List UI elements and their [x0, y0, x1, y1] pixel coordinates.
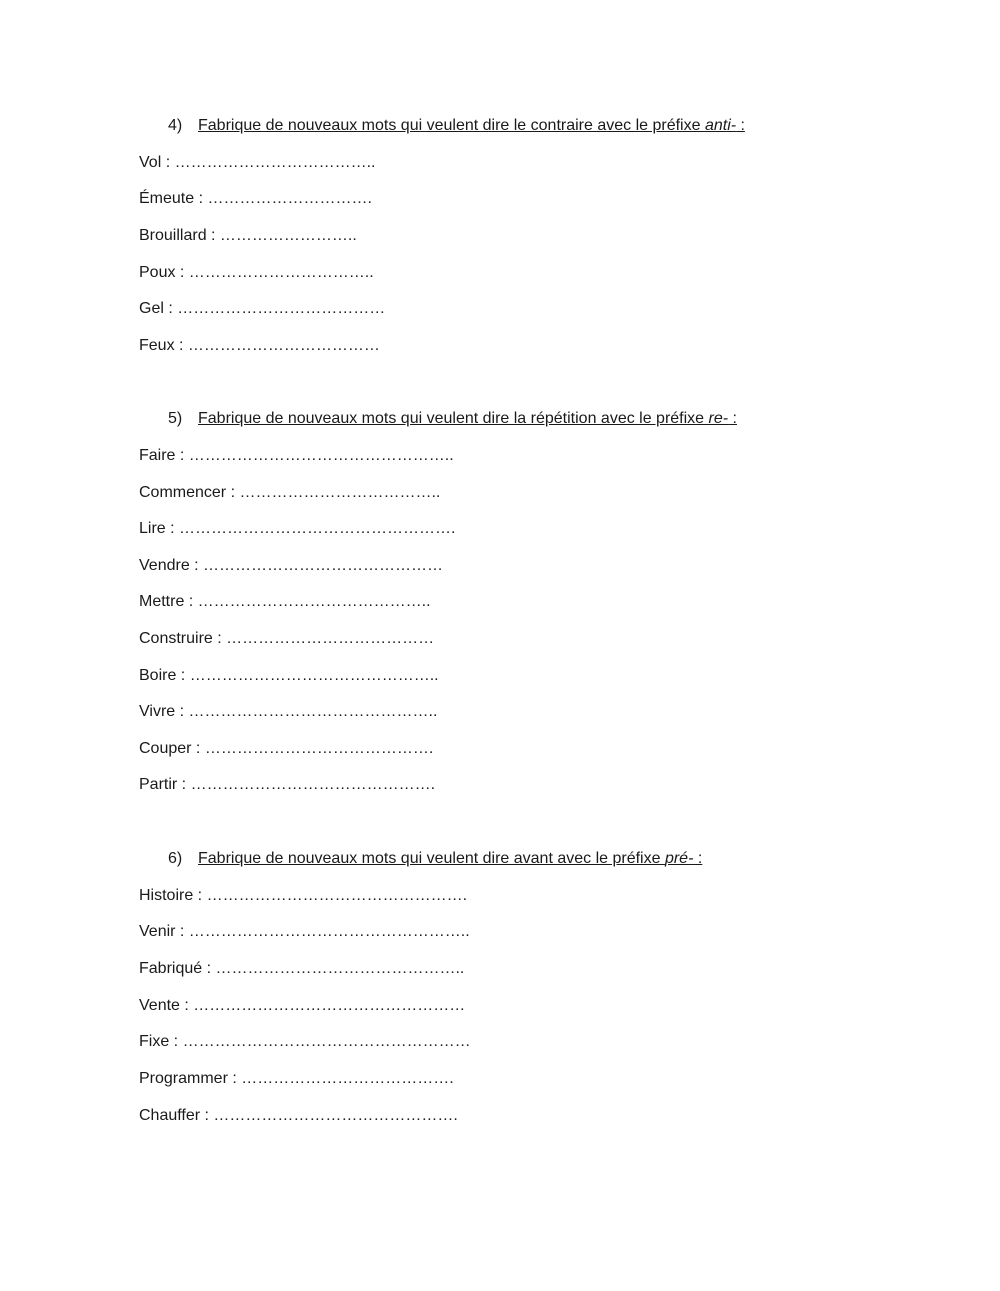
exercise-line: Feux : ……………………………… [139, 337, 380, 354]
exercise-line: Vivre : ……………………………………….. [139, 703, 438, 720]
exercise-line: Brouillard : …………………….. [139, 227, 357, 244]
prefix: pré- [664, 850, 694, 867]
section-number: 6) [168, 850, 183, 867]
section-instruction: Fabrique de nouveaux mots qui veulent dire le contraire avec le préfixe anti- : [198, 117, 745, 134]
exercise-line: Commencer : ……………………………….. [139, 484, 441, 501]
exercise-line: Fixe : ……………………………………………… [139, 1033, 471, 1050]
exercise-line: Couper : ……………………………………. [139, 740, 434, 757]
exercise-line: Venir : …………………………………………….. [139, 923, 470, 940]
exercise-line: Fabriqué : ……………………………………….. [139, 960, 465, 977]
exercise-line: Faire : ………………………………………….. [139, 447, 454, 464]
section-6-heading [168, 850, 702, 868]
exercise-line: Partir : ………………………………………. [139, 776, 436, 793]
prefix: anti- [704, 117, 737, 134]
exercise-line: Poux : …………………………….. [139, 264, 374, 281]
exercise-line: Vol : ……………………………….. [139, 154, 376, 171]
section-number: 4) [168, 117, 183, 134]
exercise-line: Émeute : …………………………. [139, 190, 372, 207]
exercise-line: Gel : ………………………………… [139, 300, 386, 317]
exercise-line: Vendre : ……………………………………… [139, 557, 444, 574]
exercise-line: Mettre : …………………………………….. [139, 593, 431, 610]
exercise-line: Lire : ……………………………………………. [139, 520, 456, 537]
exercise-line: Programmer : …………………………………. [139, 1070, 454, 1087]
section-instruction: Fabrique de nouveaux mots qui veulent dire la répétition avec le préfixe re- : [198, 410, 737, 427]
section-4-heading [168, 117, 745, 135]
section-number: 5) [168, 410, 183, 427]
exercise-line: Histoire : …………………………………………. [139, 887, 468, 904]
prefix: re- [708, 410, 729, 427]
exercise-line: Construire : ………………………………… [139, 630, 435, 647]
exercise-line: Boire : ……………………………………….. [139, 667, 439, 684]
section-5-heading [168, 410, 737, 428]
exercise-line: Vente : …………………………………………… [139, 997, 466, 1014]
section-instruction: Fabrique de nouveaux mots qui veulent dire avant avec le préfixe pré- : [198, 850, 703, 867]
exercise-line: Chauffer : ………………………………………. [139, 1107, 458, 1124]
